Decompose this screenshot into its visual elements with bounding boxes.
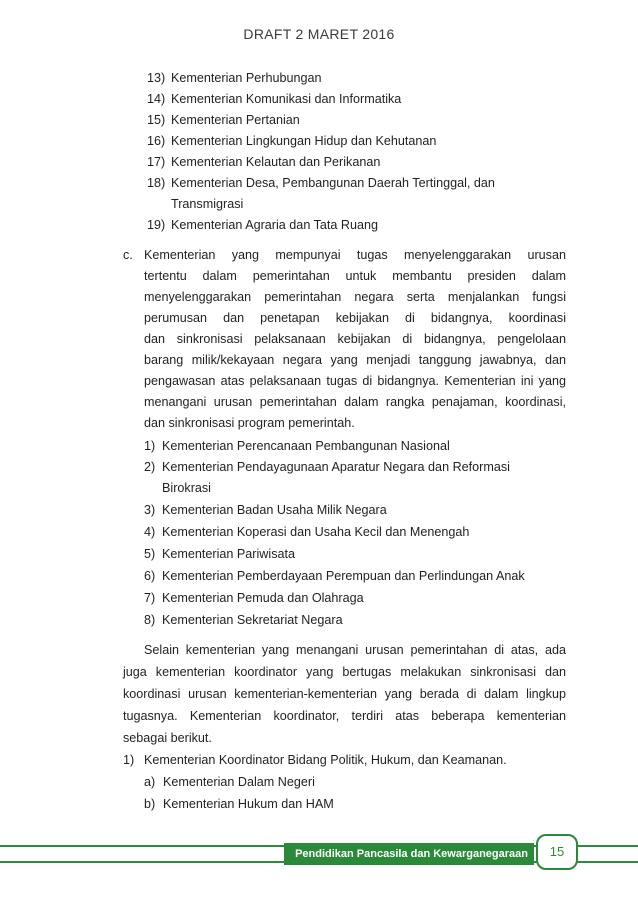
- paragraph-line: menangani urusan pemerintahan dalam rangka penajaman, koordinasi,: [144, 395, 566, 409]
- section-marker: c.: [123, 248, 133, 262]
- draft-header: DRAFT 2 MARET 2016: [243, 26, 395, 42]
- paragraph-line: Selain kementerian yang menangani urusan pemerintahan di atas, ada: [144, 643, 566, 657]
- paragraph-line: juga kementerian koordinator yang bertugas melakukan sinkronisasi dan: [123, 665, 566, 679]
- page-number: 15: [536, 834, 578, 870]
- paragraph-line: barang milik/kekayaan negara yang menjadi tanggung jawabnya, dan: [144, 353, 566, 367]
- book-title: Pendidikan Pancasila dan Kewarganegaraan: [284, 843, 534, 865]
- paragraph-line: menyelenggarakan pemerintahan negara serta menjalankan fungsi: [144, 290, 566, 304]
- paragraph-line: koordinasi urusan kementerian-kementerian yang berada di dalam lingkup: [123, 687, 566, 701]
- paragraph-line: tugasnya. Kementerian koordinator, terdiri atas beberapa kementerian: [123, 709, 566, 723]
- paragraph-line: perumusan dan penetapan kebijakan di bidangnya, koordinasi: [144, 311, 566, 325]
- paragraph-line: dan sinkronisasi pelaksanaan kebijakan di bidangnya, pengelolaan: [144, 332, 566, 346]
- paragraph-line: dan sinkronisasi program pemerintah.: [144, 416, 355, 430]
- paragraph-line: tertentu dalam pemerintahan untuk membantu presiden dalam: [144, 269, 566, 283]
- paragraph-line: pengawasan atas pelaksanaan tugas di bidangnya. Kementerian ini yang: [144, 374, 566, 388]
- paragraph-line: sebagai berikut.: [123, 731, 212, 745]
- paragraph-line: Kementerian yang mempunyai tugas menyelenggarakan urusan: [144, 248, 566, 262]
